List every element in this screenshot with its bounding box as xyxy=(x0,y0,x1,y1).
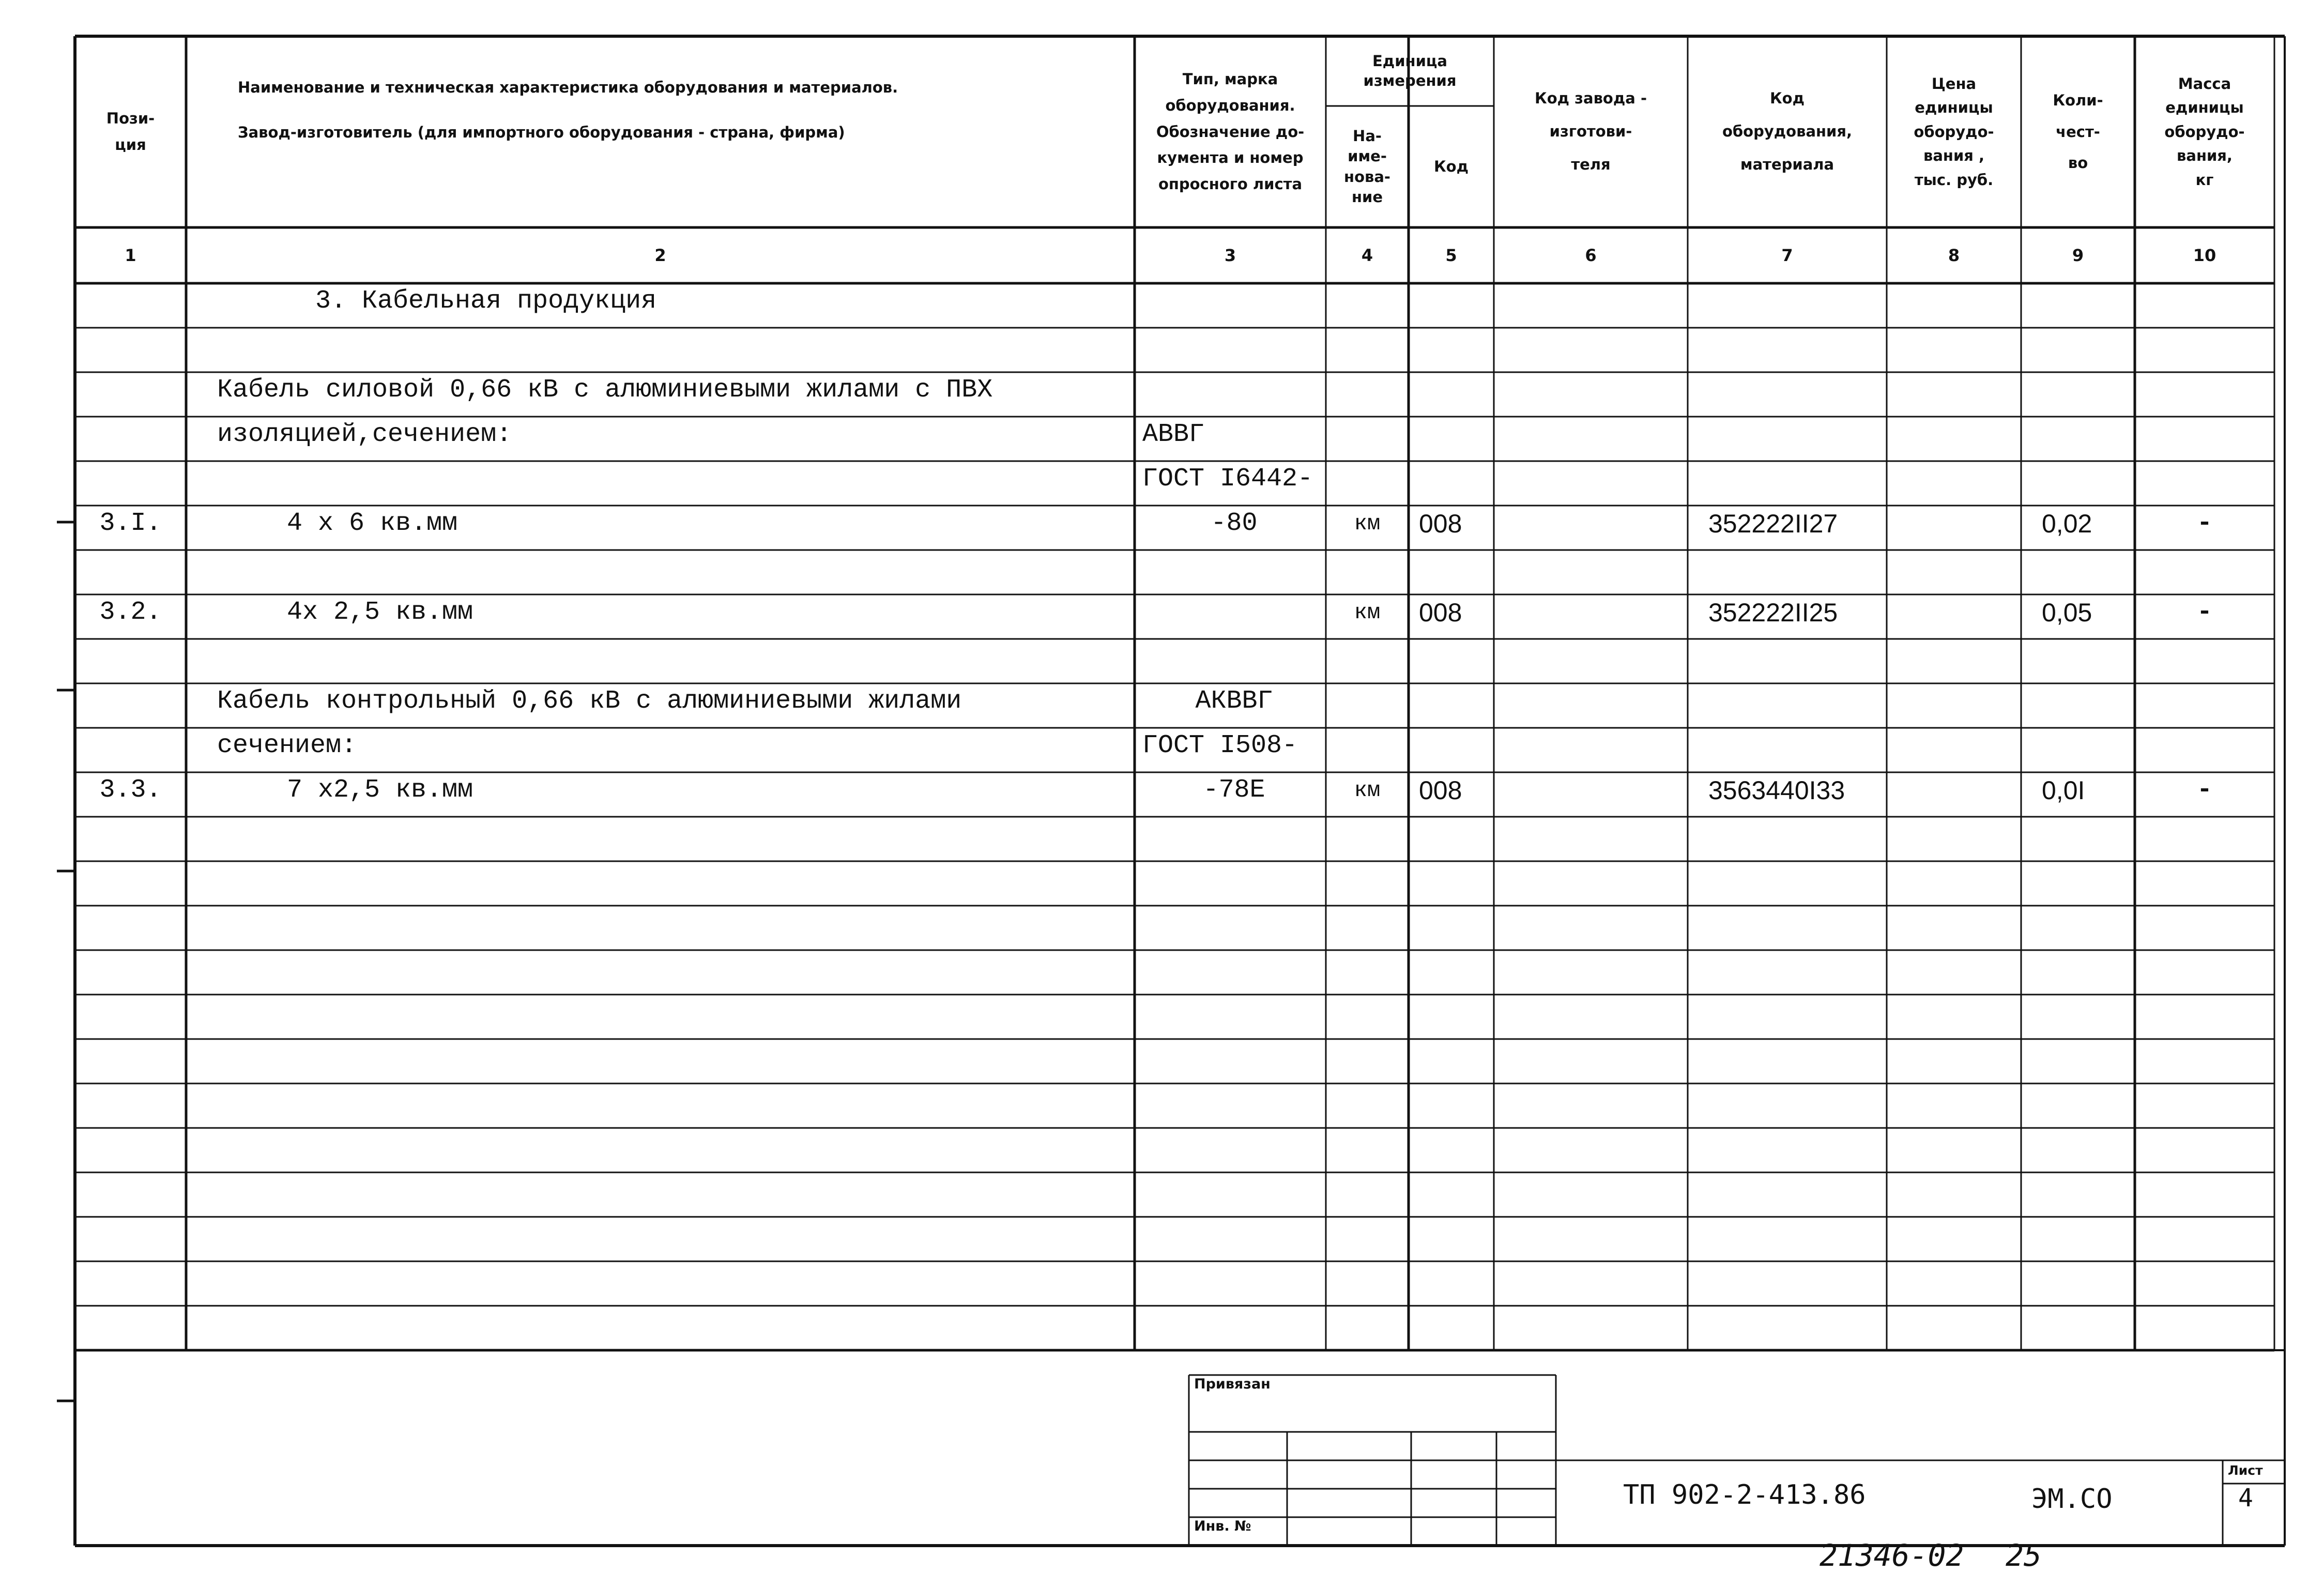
row-equipment-code xyxy=(1708,279,1887,324)
header-mass: Масса единицы оборудо- вания, кг xyxy=(2164,75,2245,189)
row-quantity xyxy=(2042,279,2135,324)
row-quantity: 0,05 xyxy=(2042,598,2092,627)
page-number: 25 xyxy=(2006,1538,2042,1573)
row-type: АВВГ xyxy=(1142,420,1205,449)
row-unit-code xyxy=(1419,724,1494,768)
row-name xyxy=(217,546,1135,590)
row-mass xyxy=(2135,546,2274,590)
header-unit-name: На- име- нова- ние xyxy=(1344,127,1390,206)
row-equipment-code xyxy=(1708,679,1887,724)
row-mass xyxy=(2135,457,2274,501)
row-mass xyxy=(2135,679,2274,724)
header-unit-code: Код xyxy=(1433,158,1469,176)
row-mass: - xyxy=(2196,775,2212,805)
row-unit-code xyxy=(1419,368,1494,413)
column-number: 5 xyxy=(1445,246,1457,265)
header-type: Тип, марка оборудования. Обозначение до- кумента и номер опросного листа xyxy=(1156,70,1305,193)
row-equipment-code xyxy=(1708,724,1887,768)
row-position xyxy=(75,679,186,724)
row-unit xyxy=(1326,368,1409,413)
row-unit-code: 008 xyxy=(1419,776,1462,805)
header-name-line1: Наименование и техническая характеристика оборудования и материалов. xyxy=(238,79,898,96)
row-type xyxy=(1142,279,1326,324)
row-name: 4х 2,5 кв.мм xyxy=(287,598,473,627)
row-quantity xyxy=(2042,413,2135,457)
row-unit-code xyxy=(1419,635,1494,679)
row-position xyxy=(75,635,186,679)
document-code: ТП 902-2-413.86 xyxy=(1623,1479,1866,1510)
row-name: Кабель силовой 0,66 кВ с алюминиевыми жилами с ПВХ xyxy=(217,375,993,405)
row-unit-code xyxy=(1419,679,1494,724)
row-quantity: 0,0I xyxy=(2042,776,2085,805)
row-type xyxy=(1142,368,1326,413)
row-name: Кабель контрольный 0,66 кВ с алюминиевыми жилами xyxy=(217,686,962,716)
row-type: АКВВГ xyxy=(1195,686,1273,716)
header-position: Пози- ция xyxy=(106,110,155,154)
row-unit xyxy=(1326,546,1409,590)
row-unit xyxy=(1326,635,1409,679)
row-position xyxy=(75,279,186,324)
row-type xyxy=(1142,546,1326,590)
row-equipment-code: 352222II27 xyxy=(1708,509,1838,538)
row-equipment-code: 352222II25 xyxy=(1708,598,1838,627)
header-equipment-code: Код оборудования, материала xyxy=(1722,89,1853,173)
row-unit-code xyxy=(1419,413,1494,457)
header-price: Цена единицы оборудо- вания , тыс. руб. xyxy=(1914,75,1994,189)
row-type: -78Е xyxy=(1203,775,1265,805)
row-position xyxy=(75,724,186,768)
sheet-number: 4 xyxy=(2238,1484,2253,1513)
row-equipment-code xyxy=(1708,546,1887,590)
row-quantity xyxy=(2042,679,2135,724)
row-unit-code xyxy=(1419,457,1494,501)
row-name xyxy=(217,457,1135,501)
row-name: 4 х 6 кв.мм xyxy=(287,509,458,538)
row-mass xyxy=(2135,724,2274,768)
row-mass: - xyxy=(2196,509,2212,538)
header-maker-code: Код завода - изготови- теля xyxy=(1535,89,1647,173)
row-unit: км xyxy=(1354,600,1381,625)
header-name-line2: Завод-изготовитель (для импортного оборудования - страна, фирма) xyxy=(238,124,845,141)
row-type: ГОСТ I6442- xyxy=(1142,464,1313,494)
row-quantity xyxy=(2042,368,2135,413)
row-equipment-code xyxy=(1708,324,1887,368)
row-unit: км xyxy=(1354,778,1381,803)
row-quantity xyxy=(2042,635,2135,679)
column-number: 1 xyxy=(125,246,136,265)
column-number: 9 xyxy=(2072,246,2084,265)
row-equipment-code xyxy=(1708,457,1887,501)
row-unit-code: 008 xyxy=(1419,509,1462,538)
inventory-number-label: Инв. № xyxy=(1194,1518,1251,1534)
row-unit xyxy=(1326,279,1409,324)
sheet-label: Лист xyxy=(2228,1463,2263,1478)
row-type: ГОСТ I508- xyxy=(1142,731,1298,760)
row-type: -80 xyxy=(1211,509,1258,538)
row-mass xyxy=(2135,324,2274,368)
row-unit-code xyxy=(1419,324,1494,368)
column-number: 8 xyxy=(1948,246,1960,265)
row-equipment-code xyxy=(1708,368,1887,413)
row-unit xyxy=(1326,724,1409,768)
row-position xyxy=(75,457,186,501)
row-equipment-code xyxy=(1708,413,1887,457)
row-mass xyxy=(2135,413,2274,457)
row-name: 7 х2,5 кв.мм xyxy=(287,775,473,805)
archive-number: 21346-02 xyxy=(1820,1538,1964,1573)
header-quantity: Коли- чест- во xyxy=(2053,91,2103,172)
column-number: 7 xyxy=(1781,246,1793,265)
row-unit xyxy=(1326,413,1409,457)
row-type xyxy=(1142,324,1326,368)
row-mass xyxy=(2135,635,2274,679)
row-position xyxy=(75,368,186,413)
column-number: 10 xyxy=(2193,246,2216,265)
document-mark: ЭМ.СО xyxy=(2031,1484,2113,1515)
row-quantity: 0,02 xyxy=(2042,509,2092,538)
header-name xyxy=(186,36,1135,227)
row-quantity xyxy=(2042,546,2135,590)
column-number: 6 xyxy=(1585,246,1597,265)
column-number: 3 xyxy=(1224,246,1236,265)
row-unit-code xyxy=(1419,279,1494,324)
header-unit-group: Единица измерения xyxy=(1363,52,1457,89)
row-mass xyxy=(2135,279,2274,324)
row-unit xyxy=(1326,457,1409,501)
row-position xyxy=(75,546,186,590)
row-unit xyxy=(1326,324,1409,368)
row-mass xyxy=(2135,368,2274,413)
row-quantity xyxy=(2042,457,2135,501)
row-position xyxy=(75,324,186,368)
row-mass: - xyxy=(2196,598,2212,627)
row-position xyxy=(75,413,186,457)
row-position: 3.2. xyxy=(99,598,162,627)
row-name: 3. Кабельная продукция xyxy=(315,286,657,316)
row-name xyxy=(217,635,1135,679)
row-unit: км xyxy=(1354,511,1381,536)
row-unit-code: 008 xyxy=(1419,598,1462,627)
row-type xyxy=(1142,590,1326,635)
row-position: 3.I. xyxy=(99,509,162,538)
row-quantity xyxy=(2042,324,2135,368)
row-equipment-code: 3563440I33 xyxy=(1708,776,1845,805)
column-number: 2 xyxy=(654,246,666,265)
column-number: 4 xyxy=(1361,246,1373,265)
row-equipment-code xyxy=(1708,635,1887,679)
row-name: изоляцией,сечением: xyxy=(217,420,512,449)
row-quantity xyxy=(2042,724,2135,768)
row-type xyxy=(1142,635,1326,679)
bound-label: Привязан xyxy=(1194,1376,1271,1392)
row-unit xyxy=(1326,679,1409,724)
row-name: сечением: xyxy=(217,731,357,760)
row-unit-code xyxy=(1419,546,1494,590)
row-name xyxy=(217,324,1135,368)
row-position: 3.3. xyxy=(99,775,162,805)
